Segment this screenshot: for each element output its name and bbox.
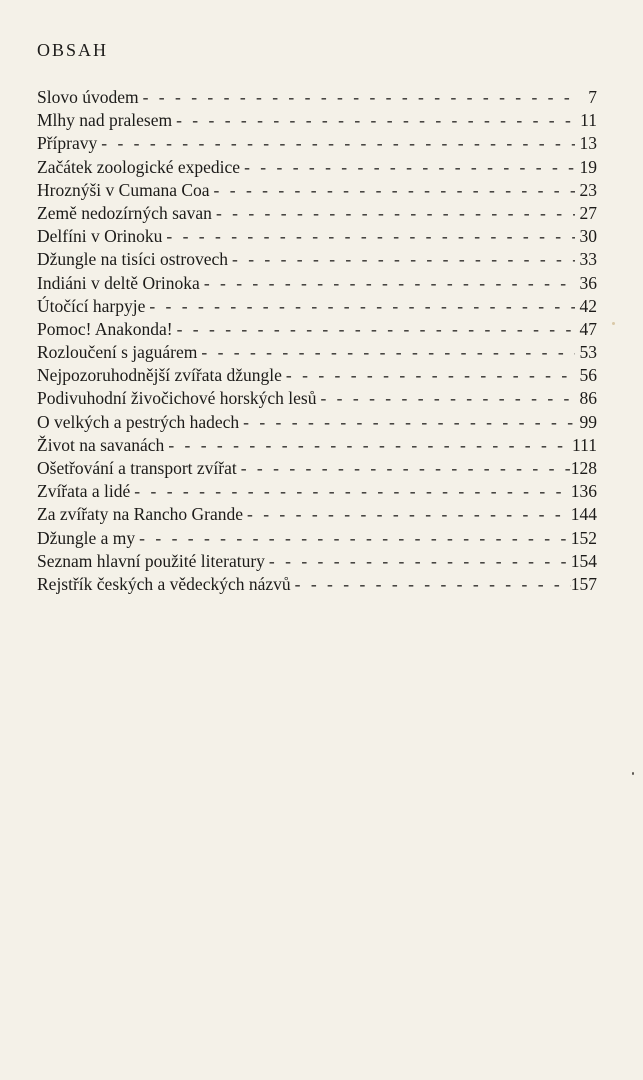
toc-entry-title: Džungle a my [37,527,136,548]
toc-entry-title: Rozloučení s jaguárem [37,342,198,363]
dot-leader [265,550,571,573]
toc-entry [37,179,597,202]
toc-entry-page: 30 [579,226,597,247]
toc-entry-page: 19 [579,156,597,177]
dot-leader [145,295,575,318]
toc-entry-title: Za zvířaty na Rancho Grande [37,504,244,525]
toc-entry [37,109,597,132]
paper-speck [612,322,615,325]
toc-entry-page: 36 [579,272,597,293]
dot-leader [97,132,575,155]
toc-entry [37,132,597,155]
toc-entry [37,202,597,225]
dot-leader [316,387,575,410]
dot-leader [172,109,575,132]
dot-leader [130,480,570,503]
toc-entry-page: 56 [579,365,597,386]
toc-entry [37,457,597,480]
toc-entry-page: 86 [579,388,597,409]
toc-entry [37,272,597,295]
toc-entry [37,248,597,271]
dot-leader [282,364,575,387]
toc-entry [37,364,597,387]
toc-entry-title: Slovo úvodem [37,87,139,107]
dot-leader [239,411,575,434]
toc-entry-page: 33 [579,249,597,270]
dot-leader [139,86,575,109]
toc-entry-page: 47 [579,318,597,339]
toc-entry-title: Země nedozírných savan [37,202,212,223]
dot-leader [197,341,575,364]
toc-entry [37,503,597,526]
toc-entry-title: Podivuhodní živočichové horských lesů [37,388,317,409]
contents-heading: OBSAH [37,40,109,60]
toc-entry-title: Nejpozoruhodnější zvířata džungle [37,365,282,386]
toc-entry-title: Ošetřování a transport zvířat [37,458,237,478]
toc-entry-page: 111 [572,434,597,455]
toc-entry-title: Zvířata a lidé [37,481,131,502]
toc-entry-title: Seznam hlavní použité literatury [37,550,265,571]
toc-entry [37,573,597,596]
toc-entry [37,225,597,248]
dot-leader [200,272,575,295]
dot-leader [240,156,575,179]
toc-entry-page: 23 [579,179,597,200]
toc-entry-title: Život na savanách [37,434,165,455]
toc-entry-page: 136 [570,481,597,502]
toc-entry [37,480,597,503]
dot-leader [243,503,571,526]
toc-entry [37,86,597,109]
dot-leader [237,457,571,480]
dot-leader [164,434,572,457]
toc-entry-title: Začátek zoologické expedice [37,156,241,177]
toc-entry-title: Útočící harpyje [37,295,146,316]
paper-speck [632,772,634,775]
toc-entry [37,341,597,364]
toc-entry-page: 157 [570,573,597,594]
toc-entry-page: 27 [579,202,597,223]
toc-entry [37,550,597,573]
toc-entry-page: 152 [570,527,597,548]
toc-entry-page: 13 [579,133,597,154]
toc-entry [37,318,597,341]
toc-entry-title: Indiáni v deltě Orinoka [37,272,200,293]
toc-entry-page: 11 [580,110,597,131]
toc-entry-title: Delfíni v Orinoku [37,226,163,247]
toc-entry-page: 128 [570,458,597,478]
toc-entry-title: Džungle na tisíci ostrovech [37,249,228,270]
dot-leader [228,248,575,271]
toc-entry [37,527,597,550]
toc-entry [37,411,597,434]
dot-leader [291,573,571,596]
toc-entry [37,387,597,410]
toc-entry-page: 42 [579,295,597,316]
toc-entry-title: Mlhy nad pralesem [37,110,173,131]
dot-leader [162,225,575,248]
toc-entry [37,156,597,179]
dot-leader [135,527,571,550]
table-of-contents [37,86,597,596]
dot-leader [212,202,575,225]
toc-entry [37,295,597,318]
toc-entry-title: Přípravy [37,133,98,154]
toc-entry-page: 53 [579,342,597,363]
toc-entry-title: O velkých a pestrých hadech [37,411,240,432]
dot-leader [173,318,575,341]
toc-entry-page: 154 [570,550,597,571]
dot-leader [210,179,575,202]
toc-entry-page: 7 [588,87,597,107]
toc-entry-title: Pomoc! Anakonda! [37,318,173,339]
toc-entry-page: 144 [570,504,597,525]
toc-entry-title: Hroznýši v Cumana Coa [37,179,210,200]
toc-entry-page: 99 [579,411,597,432]
toc-entry-title: Rejstřík českých a vědeckých názvů [37,573,291,594]
toc-entry [37,434,597,457]
